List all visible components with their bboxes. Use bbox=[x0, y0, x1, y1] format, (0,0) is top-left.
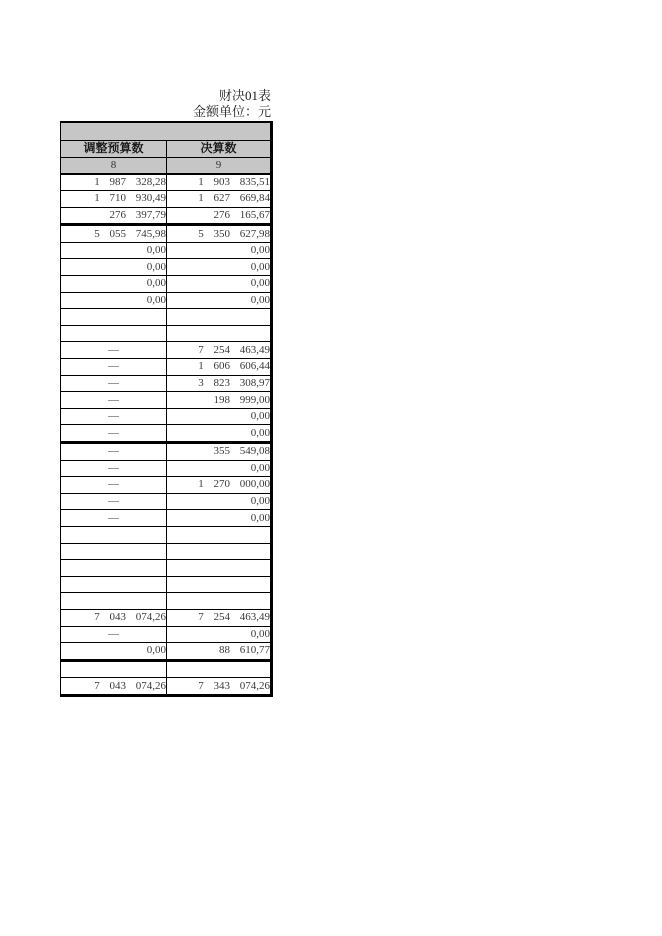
cell-final_accounts: 1 606 606,44 bbox=[167, 359, 272, 376]
cell-adjusted_budget: — bbox=[61, 510, 167, 527]
cell-adjusted_budget: — bbox=[61, 375, 167, 392]
cell-final_accounts bbox=[167, 309, 272, 326]
cell-adjusted_budget: 1 987 328,28 bbox=[61, 174, 167, 191]
cell-final_accounts: 3 823 308,97 bbox=[167, 375, 272, 392]
cell-adjusted_budget: — bbox=[61, 493, 167, 510]
column-number-8: 8 bbox=[61, 157, 167, 174]
table-row bbox=[61, 276, 272, 293]
column-number-9: 9 bbox=[167, 157, 272, 174]
cell-final_accounts bbox=[167, 576, 272, 593]
page-title: 财决01表 bbox=[218, 88, 271, 103]
cell-final_accounts bbox=[167, 593, 272, 610]
cell-final_accounts: 0,00 bbox=[167, 425, 272, 443]
cell-final_accounts: 198 999,00 bbox=[167, 392, 272, 409]
cell-adjusted_budget: — bbox=[61, 408, 167, 425]
table-body bbox=[61, 122, 272, 695]
cell-final_accounts: 1 627 669,84 bbox=[167, 191, 272, 208]
cell-final_accounts: 0,00 bbox=[167, 408, 272, 425]
cell-final_accounts: 276 165,67 bbox=[167, 207, 272, 225]
table-row bbox=[61, 609, 272, 626]
cell-adjusted_budget: 5 055 745,98 bbox=[61, 225, 167, 243]
cell-adjusted_budget bbox=[61, 309, 167, 326]
table-row bbox=[61, 174, 272, 191]
cell-final_accounts: 1 903 835,51 bbox=[167, 174, 272, 191]
table-row bbox=[61, 242, 272, 259]
cell-adjusted_budget: — bbox=[61, 425, 167, 443]
cell-adjusted_budget: 276 397,79 bbox=[61, 207, 167, 225]
table-row bbox=[61, 408, 272, 425]
table-row bbox=[61, 626, 272, 643]
table-row bbox=[61, 526, 272, 543]
cell-adjusted_budget bbox=[61, 543, 167, 560]
table-row bbox=[61, 225, 272, 243]
cell-final_accounts: 7 254 463,49 bbox=[167, 609, 272, 626]
cell-final_accounts: 5 350 627,98 bbox=[167, 225, 272, 243]
header-band bbox=[61, 122, 272, 140]
cell-final_accounts: 7 343 074,26 bbox=[167, 678, 272, 696]
cell-final_accounts: 0,00 bbox=[167, 276, 272, 293]
table-row bbox=[61, 309, 272, 326]
table-row bbox=[61, 593, 272, 610]
table-row bbox=[61, 392, 272, 409]
cell-final_accounts: 0,00 bbox=[167, 259, 272, 276]
table-row bbox=[61, 576, 272, 593]
table-row bbox=[61, 543, 272, 560]
cell-adjusted_budget: — bbox=[61, 443, 167, 461]
cell-adjusted_budget bbox=[61, 576, 167, 593]
header-band-row bbox=[61, 122, 272, 140]
cell-adjusted_budget: — bbox=[61, 477, 167, 494]
cell-adjusted_budget: — bbox=[61, 626, 167, 643]
cell-final_accounts: 0,00 bbox=[167, 460, 272, 477]
table-row bbox=[61, 375, 272, 392]
column-number-row bbox=[61, 157, 272, 174]
table-row bbox=[61, 560, 272, 577]
cell-adjusted_budget: — bbox=[61, 392, 167, 409]
table-row bbox=[61, 477, 272, 494]
column-header-adjusted-budget: 调整预算数 bbox=[61, 140, 167, 157]
table-row bbox=[61, 359, 272, 376]
cell-final_accounts bbox=[167, 660, 272, 678]
table-row bbox=[61, 207, 272, 225]
table-row bbox=[61, 510, 272, 527]
cell-adjusted_budget: 0,00 bbox=[61, 276, 167, 293]
column-header-row bbox=[61, 140, 272, 157]
table-row bbox=[61, 678, 272, 696]
cell-adjusted_budget: 0,00 bbox=[61, 292, 167, 309]
cell-adjusted_budget bbox=[61, 660, 167, 678]
table-row bbox=[61, 342, 272, 359]
cell-final_accounts: 0,00 bbox=[167, 292, 272, 309]
cell-adjusted_budget bbox=[61, 593, 167, 610]
cell-final_accounts: 88 610,77 bbox=[167, 643, 272, 661]
cell-final_accounts bbox=[167, 560, 272, 577]
column-header-final-accounts: 决算数 bbox=[167, 140, 272, 157]
cell-final_accounts: 0,00 bbox=[167, 510, 272, 527]
cell-adjusted_budget bbox=[61, 526, 167, 543]
table-row bbox=[61, 425, 272, 443]
cell-final_accounts: 355 549,08 bbox=[167, 443, 272, 461]
table-row bbox=[61, 292, 272, 309]
cell-adjusted_budget: 0,00 bbox=[61, 259, 167, 276]
cell-final_accounts: 0,00 bbox=[167, 242, 272, 259]
table-row bbox=[61, 660, 272, 678]
financial-table bbox=[60, 121, 273, 697]
cell-final_accounts: 0,00 bbox=[167, 626, 272, 643]
cell-final_accounts bbox=[167, 526, 272, 543]
cell-adjusted_budget: 7 043 074,26 bbox=[61, 609, 167, 626]
unit-label: 金额单位：元 bbox=[192, 104, 271, 119]
table-row bbox=[61, 443, 272, 461]
financial-statement bbox=[60, 88, 271, 697]
cell-final_accounts: 1 270 000,00 bbox=[167, 477, 272, 494]
cell-final_accounts bbox=[167, 325, 272, 342]
cell-adjusted_budget bbox=[61, 560, 167, 577]
cell-adjusted_budget: — bbox=[61, 359, 167, 376]
cell-adjusted_budget bbox=[61, 325, 167, 342]
cell-adjusted_budget: 7 043 074,26 bbox=[61, 678, 167, 696]
table-row bbox=[61, 493, 272, 510]
cell-adjusted_budget: 0,00 bbox=[61, 242, 167, 259]
cell-final_accounts: 7 254 463,49 bbox=[167, 342, 272, 359]
table-row bbox=[61, 460, 272, 477]
table-row bbox=[61, 191, 272, 208]
cell-final_accounts bbox=[167, 543, 272, 560]
table-row bbox=[61, 643, 272, 661]
cell-final_accounts: 0,00 bbox=[167, 493, 272, 510]
cell-adjusted_budget: 0,00 bbox=[61, 643, 167, 661]
cell-adjusted_budget: 1 710 930,49 bbox=[61, 191, 167, 208]
cell-adjusted_budget: — bbox=[61, 342, 167, 359]
table-row bbox=[61, 325, 272, 342]
cell-adjusted_budget: — bbox=[61, 460, 167, 477]
table-row bbox=[61, 259, 272, 276]
